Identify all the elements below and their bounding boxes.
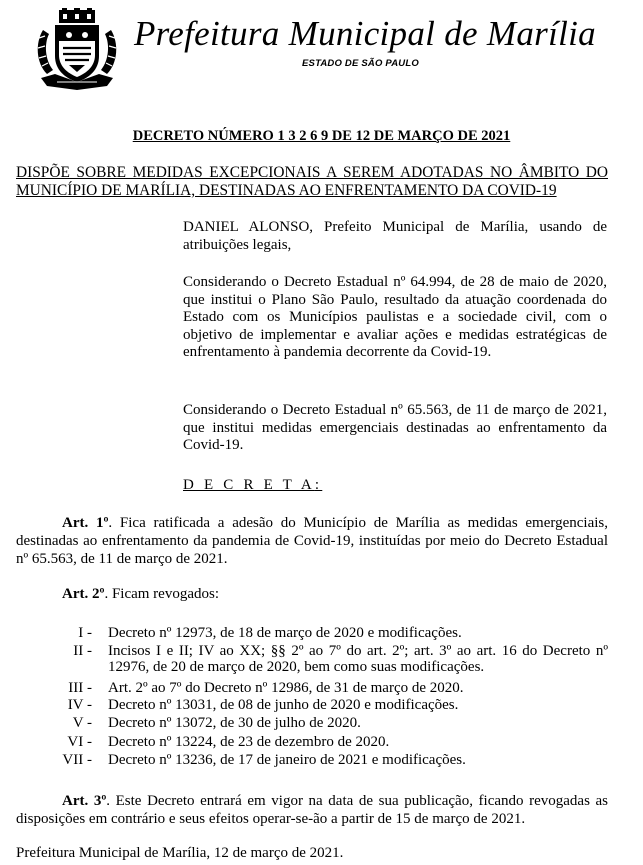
item-text: Decreto nº 13072, de 30 de julho de 2020. [108, 715, 361, 731]
decree-ementa: DISPÕE SOBRE MEDIDAS EXCEPCIONAIS A SEREM ADOTADAS NO ÂMBITO DO MUNICÍPIO DE MARÍLIA, DESTINADAS AO ENFRENTAMENTO DA COVID-19 [16, 164, 608, 199]
city-hall-title: Prefeitura Municipal de Marília [134, 14, 596, 53]
article-3 [16, 792, 608, 828]
article-1 [16, 514, 608, 568]
item-number: V - [72, 715, 92, 731]
decreta-word: D E C R E T A [183, 477, 315, 493]
decreta-colon: : [314, 477, 323, 493]
item-text: Decreto nº 13224, de 23 de dezembro de 2020. [108, 734, 390, 750]
preamble-mayor: DANIEL ALONSO, Prefeito Municipal de Marília, usando de atribuições legais, [183, 219, 607, 253]
item-text: Art. 2º ao 7º do Decreto nº 12986, de 31 de março de 2020. [108, 680, 464, 696]
item-text: Decreto nº 13236, de 17 de janeiro de 2021 e modificações. [108, 752, 466, 768]
municipal-coat-of-arms-icon [33, 8, 121, 90]
item-number: VII - [62, 752, 92, 768]
item-number: IV - [67, 697, 92, 713]
place-and-date: Prefeitura Municipal de Marília, 12 de março de 2021. [16, 845, 344, 861]
preamble-consideration-2: Considerando o Decreto Estadual nº 65.563, de 11 de março de 2021, que institui medidas emergenciais destinadas ao enfrentamento da Covid-19. [183, 402, 607, 453]
item-text: Decreto nº 13031, de 08 de junho de 2020 e modificações. [108, 697, 459, 713]
state-subtitle: ESTADO DE SÃO PAULO [302, 58, 419, 69]
article-3-label: Art. 3º [62, 793, 107, 809]
letterhead [0, 0, 643, 95]
article-3-text: . Este Decreto entrará em vigor na data de sua publicação, ficando revogadas as disposições em contrário e seus efeitos operar-se-ão a partir de 15 de março de 2021. [16, 793, 609, 827]
decreta-heading [183, 477, 322, 494]
item-number: II - [73, 643, 92, 659]
item-text: Decreto nº 12973, de 18 de março de 2020 e modificações. [108, 625, 462, 641]
article-2-text: . Ficam revogados: [104, 586, 219, 602]
item-text: Incisos I e II; IV ao XX; §§ 2º ao 7º do art. 2º; art. 3º ao art. 16 do Decreto nº 12976, de 20 de março de 2020, bem como suas modificações. [108, 643, 608, 675]
item-number: VI - [67, 734, 92, 750]
article-2-label: Art. 2º [62, 586, 105, 602]
article-1-label: Art. 1º [62, 515, 109, 531]
decree-title: DECRETO NÚMERO 1 3 2 6 9 DE 12 DE MARÇO DE 2021 [132, 128, 511, 144]
preamble-consideration-1: Considerando o Decreto Estadual nº 64.994, de 28 de maio de 2020, que institui o Plano São Paulo, resultado da atuação coordenada do Estado com os Municípios paulistas e a sociedade civil, com o objetivo de implementar e avaliar ações e medidas estratégicas de enfrentamento à pandemia decorrente da Covid-19. [183, 274, 607, 360]
item-number: III - [68, 680, 92, 696]
article-1-text: . Fica ratificada a adesão do Município de Marília as medidas emergenciais, destinadas ao enfrentamento da pandemia de Covid-19, instituídas por meio do Decreto Estadual nº 65.563, de 11 de março de 2021. [16, 515, 609, 567]
article-2 [16, 585, 608, 603]
item-number: I - [78, 625, 92, 641]
